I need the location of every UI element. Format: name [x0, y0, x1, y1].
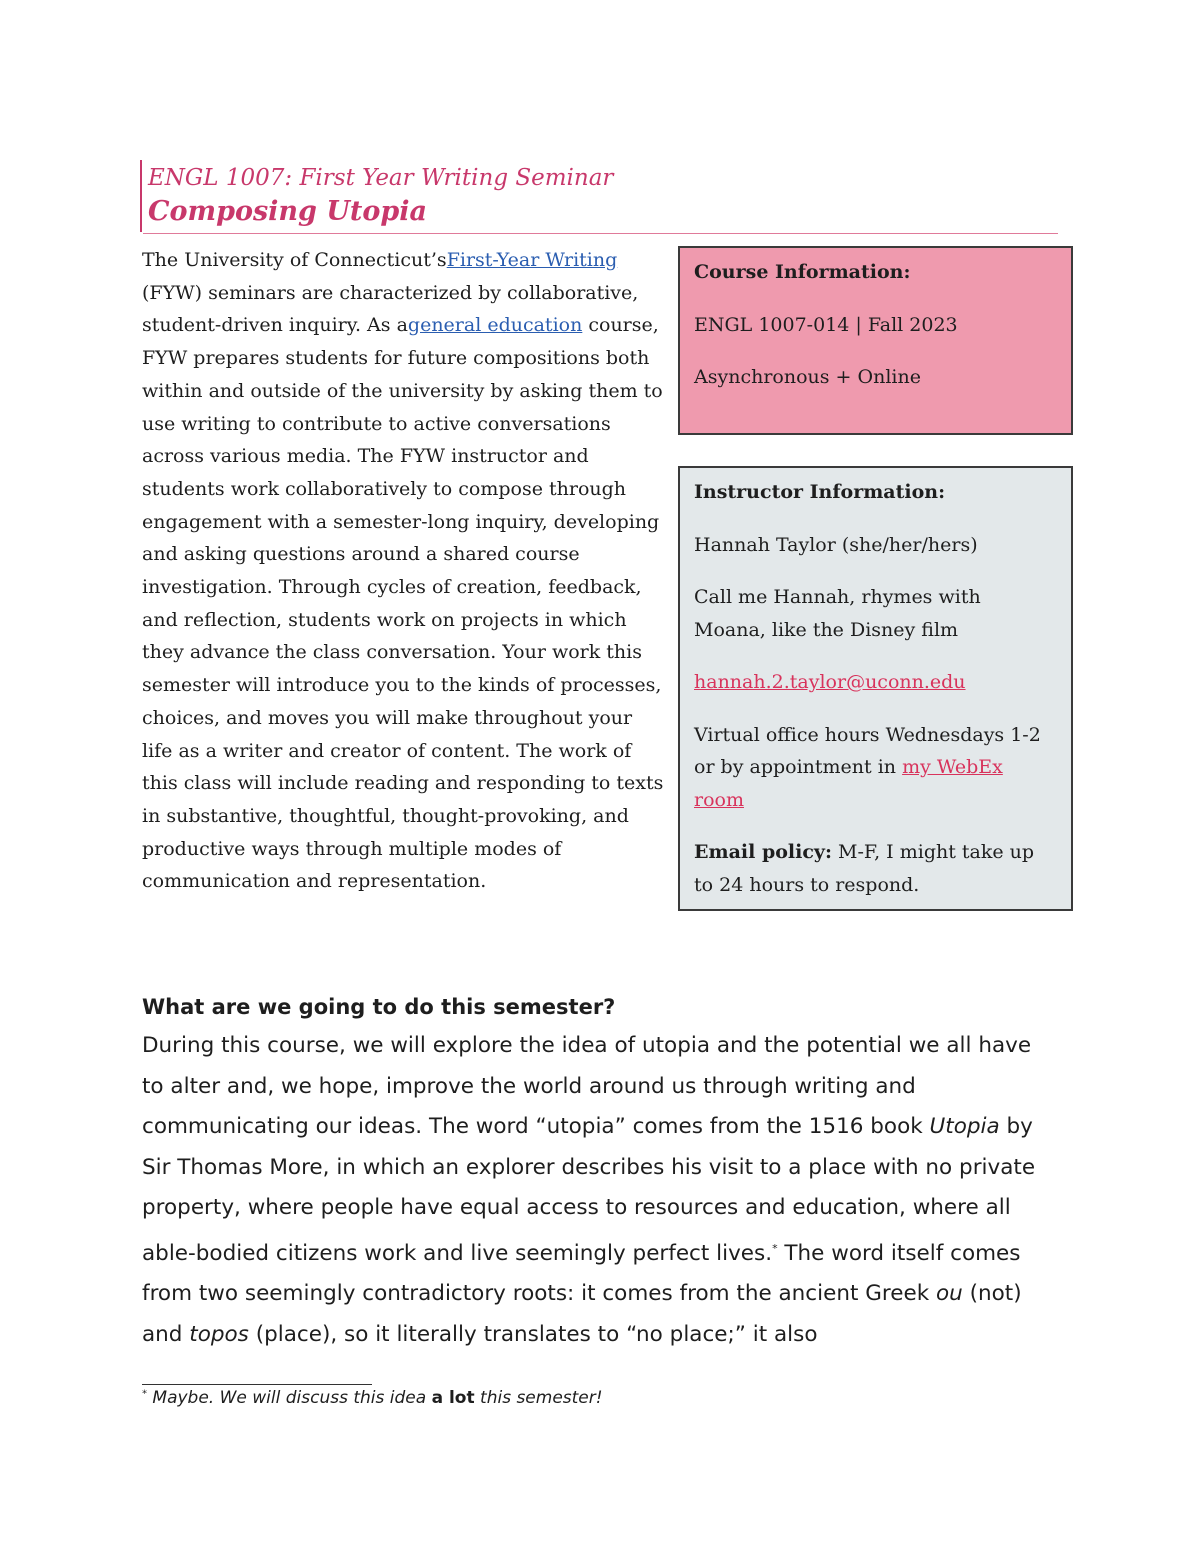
instructor-info-box — [678, 466, 1073, 911]
header-divider — [143, 233, 1058, 234]
webex-room-link[interactable]: my WebEx room — [694, 756, 1003, 811]
first-year-writing-link[interactable]: First-Year Writing — [446, 249, 618, 271]
course-mode-line: Asynchronous + Online — [694, 366, 921, 388]
office-hours — [694, 719, 1057, 817]
instructor-name: Hannah Taylor (she/her/hers) — [694, 533, 978, 556]
footnote — [142, 1388, 603, 1408]
intro-text-3: course, FYW prepares students for future compositions both within and outside of the university by asking them to use writing to contribute to active conversations across various media. The FYW instructor and students work collaboratively to compose through engagement with a semester-long inquiry, developing and asking questions around a shared course investigation. Through cycles of creation, feedback, and reflection, students work on projects in which they advance the class conversation. Your work this semester will introduce you to the kinds of processes, choices, and moves you will make throughout your life as a writer and creator of content. The work of this class will include reading and responding to texts in substantive, thoughtful, thought-provoking, and productive ways through multiple modes of communication and representation. — [142, 314, 664, 893]
course-section-line: ENGL 1007-014 | Fall 2023 — [694, 313, 958, 336]
semester-paragraph — [142, 1026, 1042, 1355]
intro-text-2: (FYW) seminars are characterized by collaborative, student-driven inquiry. As a — [142, 281, 639, 337]
utopia-book-title: Utopia — [929, 1114, 1000, 1139]
general-education-link[interactable]: general education — [407, 314, 583, 337]
header-accent-bar — [140, 160, 142, 232]
greek-word-ou: ou — [936, 1281, 963, 1307]
semester-heading: What are we going to do this semester? — [142, 995, 616, 1019]
instructor-nickname: Call me Hannah, rhymes with Moana, like the Disney film — [694, 586, 981, 641]
course-code: ENGL 1007: First Year Writing Seminar — [148, 165, 614, 191]
office-hours-text: Virtual office hours Wednesdays 1-2 or by appointment in — [694, 723, 1041, 778]
semester-text-1: During this course, we will explore the idea of utopia and the potential we all have to alter and, we hope, improve the world around us through writing and communicating our ideas. The word “utopia” comes from the 1516 book — [142, 1033, 1032, 1139]
intro-text-1: The University of Connecticut’s — [142, 249, 447, 271]
greek-word-topos: topos — [189, 1321, 249, 1347]
semester-text-5: (place), so it literally translates to “no place;” it also — [248, 1321, 818, 1347]
footnote-mark: * — [142, 1388, 147, 1400]
course-info-box — [678, 246, 1073, 435]
course-info-heading: Course Information: — [694, 261, 911, 283]
footnote-text-2: this semester! — [474, 1388, 603, 1408]
semester-text-2: by Sir Thomas More, in which an explorer describes his visit to a place with no private property, where people have equal access to resources and education, where all able-bodied citizens work and live seemingly perfect lives. — [142, 1114, 1036, 1266]
semester-text-4: (not) and — [142, 1281, 1022, 1347]
footnote-marker[interactable]: * — [772, 1241, 778, 1255]
intro-paragraph — [142, 244, 667, 898]
instructor-info-heading: Instructor Information: — [694, 481, 946, 503]
email-policy-label: Email policy: — [694, 841, 832, 863]
course-title: Composing Utopia — [148, 196, 427, 227]
instructor-email-link[interactable]: hannah.2.taylor@uconn.edu — [694, 671, 966, 693]
email-policy-text: M-F, I might take up to 24 hours to respond. — [694, 841, 1035, 896]
footnote-bold: a lot — [431, 1388, 475, 1408]
footnote-text-1: Maybe. We will discuss this idea — [147, 1388, 432, 1408]
email-policy — [694, 836, 1057, 901]
footnote-divider — [142, 1384, 372, 1385]
semester-text-3: The word itself comes from two seemingly contradictory roots: it comes from the ancient Greek — [142, 1240, 1021, 1307]
